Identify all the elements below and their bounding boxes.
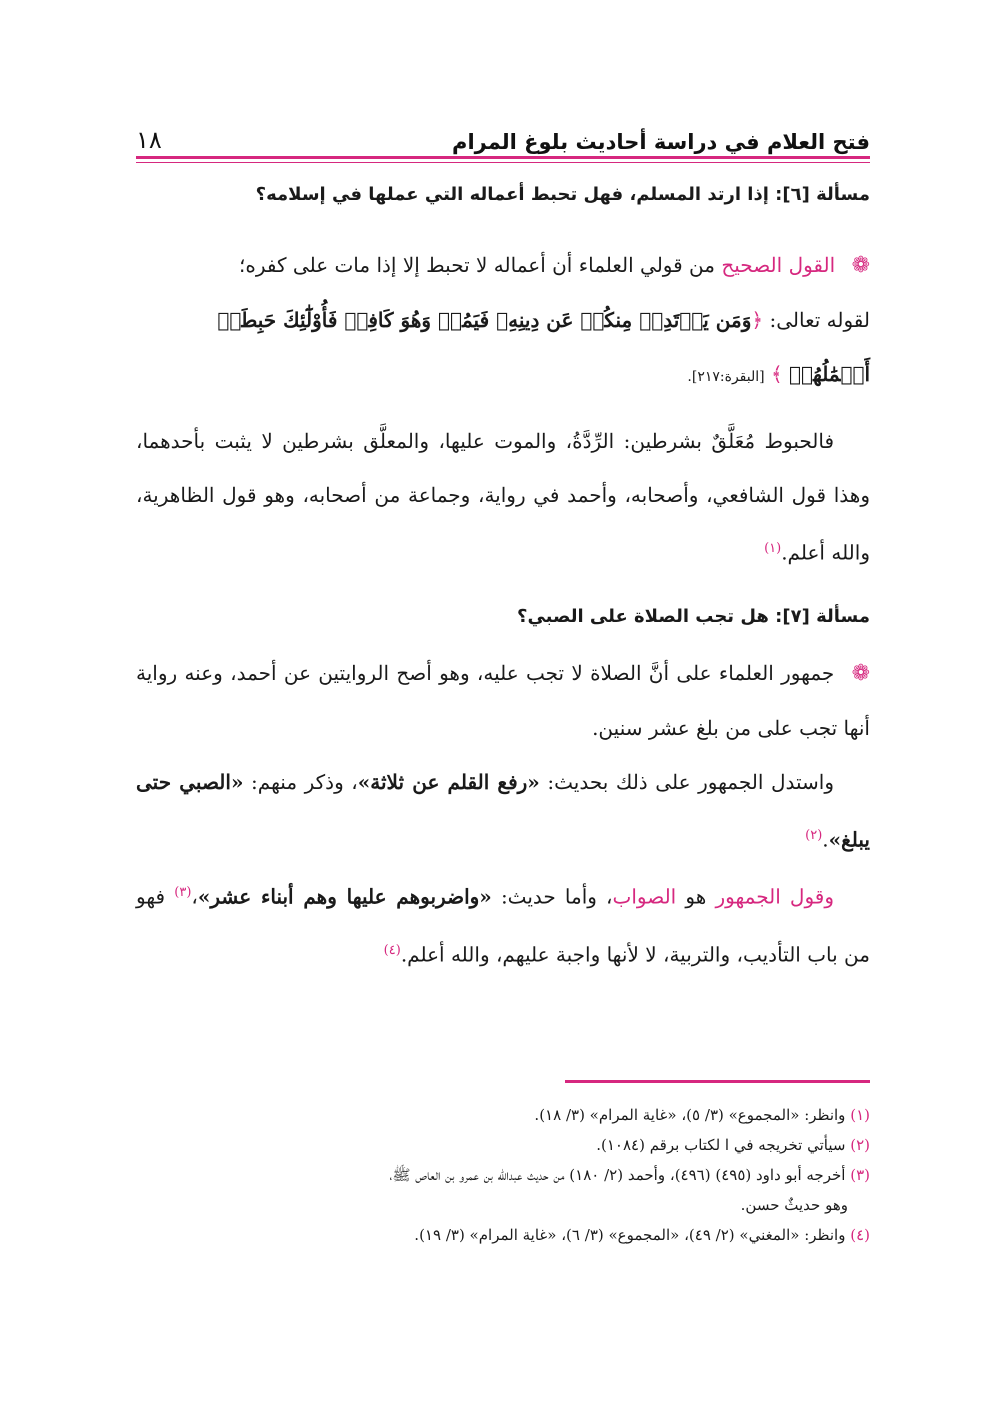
question-heading-6: مسألة [٦]: إذا ارتد المسلم، فهل تحبط أعماله التي عملها في إسلامه؟ bbox=[255, 184, 870, 205]
footnote-4: (٤) وانظر: «المغني» (٢/ ٤٩)، «المجموع» (٣/ ٦)، «غاية المرام» (٣/ ١٩). bbox=[414, 1226, 870, 1244]
book-title: فتح العلام في دراسة أحاديث بلوغ المرام bbox=[452, 130, 870, 154]
paragraph-conclusion: وقول الجمهور هو الصواب، وأما حديث: «واضربوهم عليها وهم أبناء عشر»،$^{(٣)}$ فهو من باب التأديب، والتربية، لا لأنها واجبة عليهم، والله أعلم.$^{(٤)}$ bbox=[136, 884, 870, 967]
paragraph-majority-view: ❁ جمهور العلماء على أنَّ الصلاة لا تجب عليه، وهو أصح الروايتين عن أحمد، وعنه رواية أنها تجب على من بلغ عشر سنين. bbox=[136, 660, 870, 740]
verse-close-bracket: ﴾ bbox=[770, 362, 783, 386]
running-header bbox=[136, 118, 870, 154]
paragraph-verse: لقوله تعالى: ﴿وَمَن يَرۡتَدِدۡ مِنكُمۡ عَن دِينِهِۦ فَيَمُتۡ وَهُوَ كَافِرٞ فَأُوْلَٰٓئِكَ حَبِطَتۡ أَعۡمَٰلُهُمۡ ﴾ [البقرة:٢١٧]. bbox=[217, 308, 870, 386]
page-number: ١٨ bbox=[136, 126, 162, 154]
header-rule-thin bbox=[136, 162, 870, 163]
footnote-ref-4[interactable]: (٤) bbox=[383, 942, 401, 958]
footnote-ref-2[interactable]: (٢) bbox=[805, 827, 823, 843]
footnote-ref-1[interactable]: (١) bbox=[764, 541, 782, 556]
footnote-3-continuation: وهو حديثٌ حسن. bbox=[740, 1196, 848, 1214]
main-text bbox=[136, 178, 870, 982]
header-rule-thick bbox=[136, 156, 870, 159]
footnote-2: (٢) سيأتي تخريجه في ا لكتاب برقم (١٠٨٤). bbox=[596, 1136, 870, 1154]
paragraph-nullification: فالحبوط مُعَلَّقٌ بشرطين: الرِّدَّةُ، والموت عليها، والمعلَّق بشرطين لا يثبت بأحدهما، وهذا قول الشافعي، وأصحابه، وأحمد في رواية، وجماعة من أصحابه، وهو قول الظاهرية، والله أعلم.$^{(١)}$ bbox=[136, 429, 871, 565]
verse-open-bracket: ﴿ bbox=[751, 308, 764, 332]
paragraph-correct-view: ❁ القول الصحيح من قولي العلماء أن أعماله لا تحبط إلا إذا مات على كفره؛ bbox=[239, 253, 870, 278]
footnote-separator bbox=[565, 1080, 870, 1083]
footnote-ref-3[interactable]: (٣) bbox=[174, 885, 192, 901]
footnotes bbox=[136, 1100, 870, 1250]
verse-reference: [البقرة:٢١٧]. bbox=[687, 369, 765, 385]
footnote-3: (٣) أخرجه أبو داود (٤٩٥) (٤٩٦)، وأحمد (٢/ ١٨٠) من حديث عبدالله بن عمرو بن العاص ﷺ، bbox=[389, 1166, 870, 1184]
rosette-ornament-icon: ❁ bbox=[851, 253, 870, 278]
rosette-ornament-icon: ❁ bbox=[851, 660, 870, 686]
footnote-1: (١) وانظر: «المجموع» (٣/ ٥)، «غاية المرام» (٣/ ١٨). bbox=[534, 1106, 870, 1124]
question-heading-7: مسألة [٧]: هل تجب الصلاة على الصبي؟ bbox=[517, 605, 870, 627]
paragraph-evidence: واستدل الجمهور على ذلك بحديث: «رفع القلم عن ثلاثة»، وذكر منهم: «الصبي حتى يبلغ».$^{(٢)}$ bbox=[136, 769, 870, 852]
